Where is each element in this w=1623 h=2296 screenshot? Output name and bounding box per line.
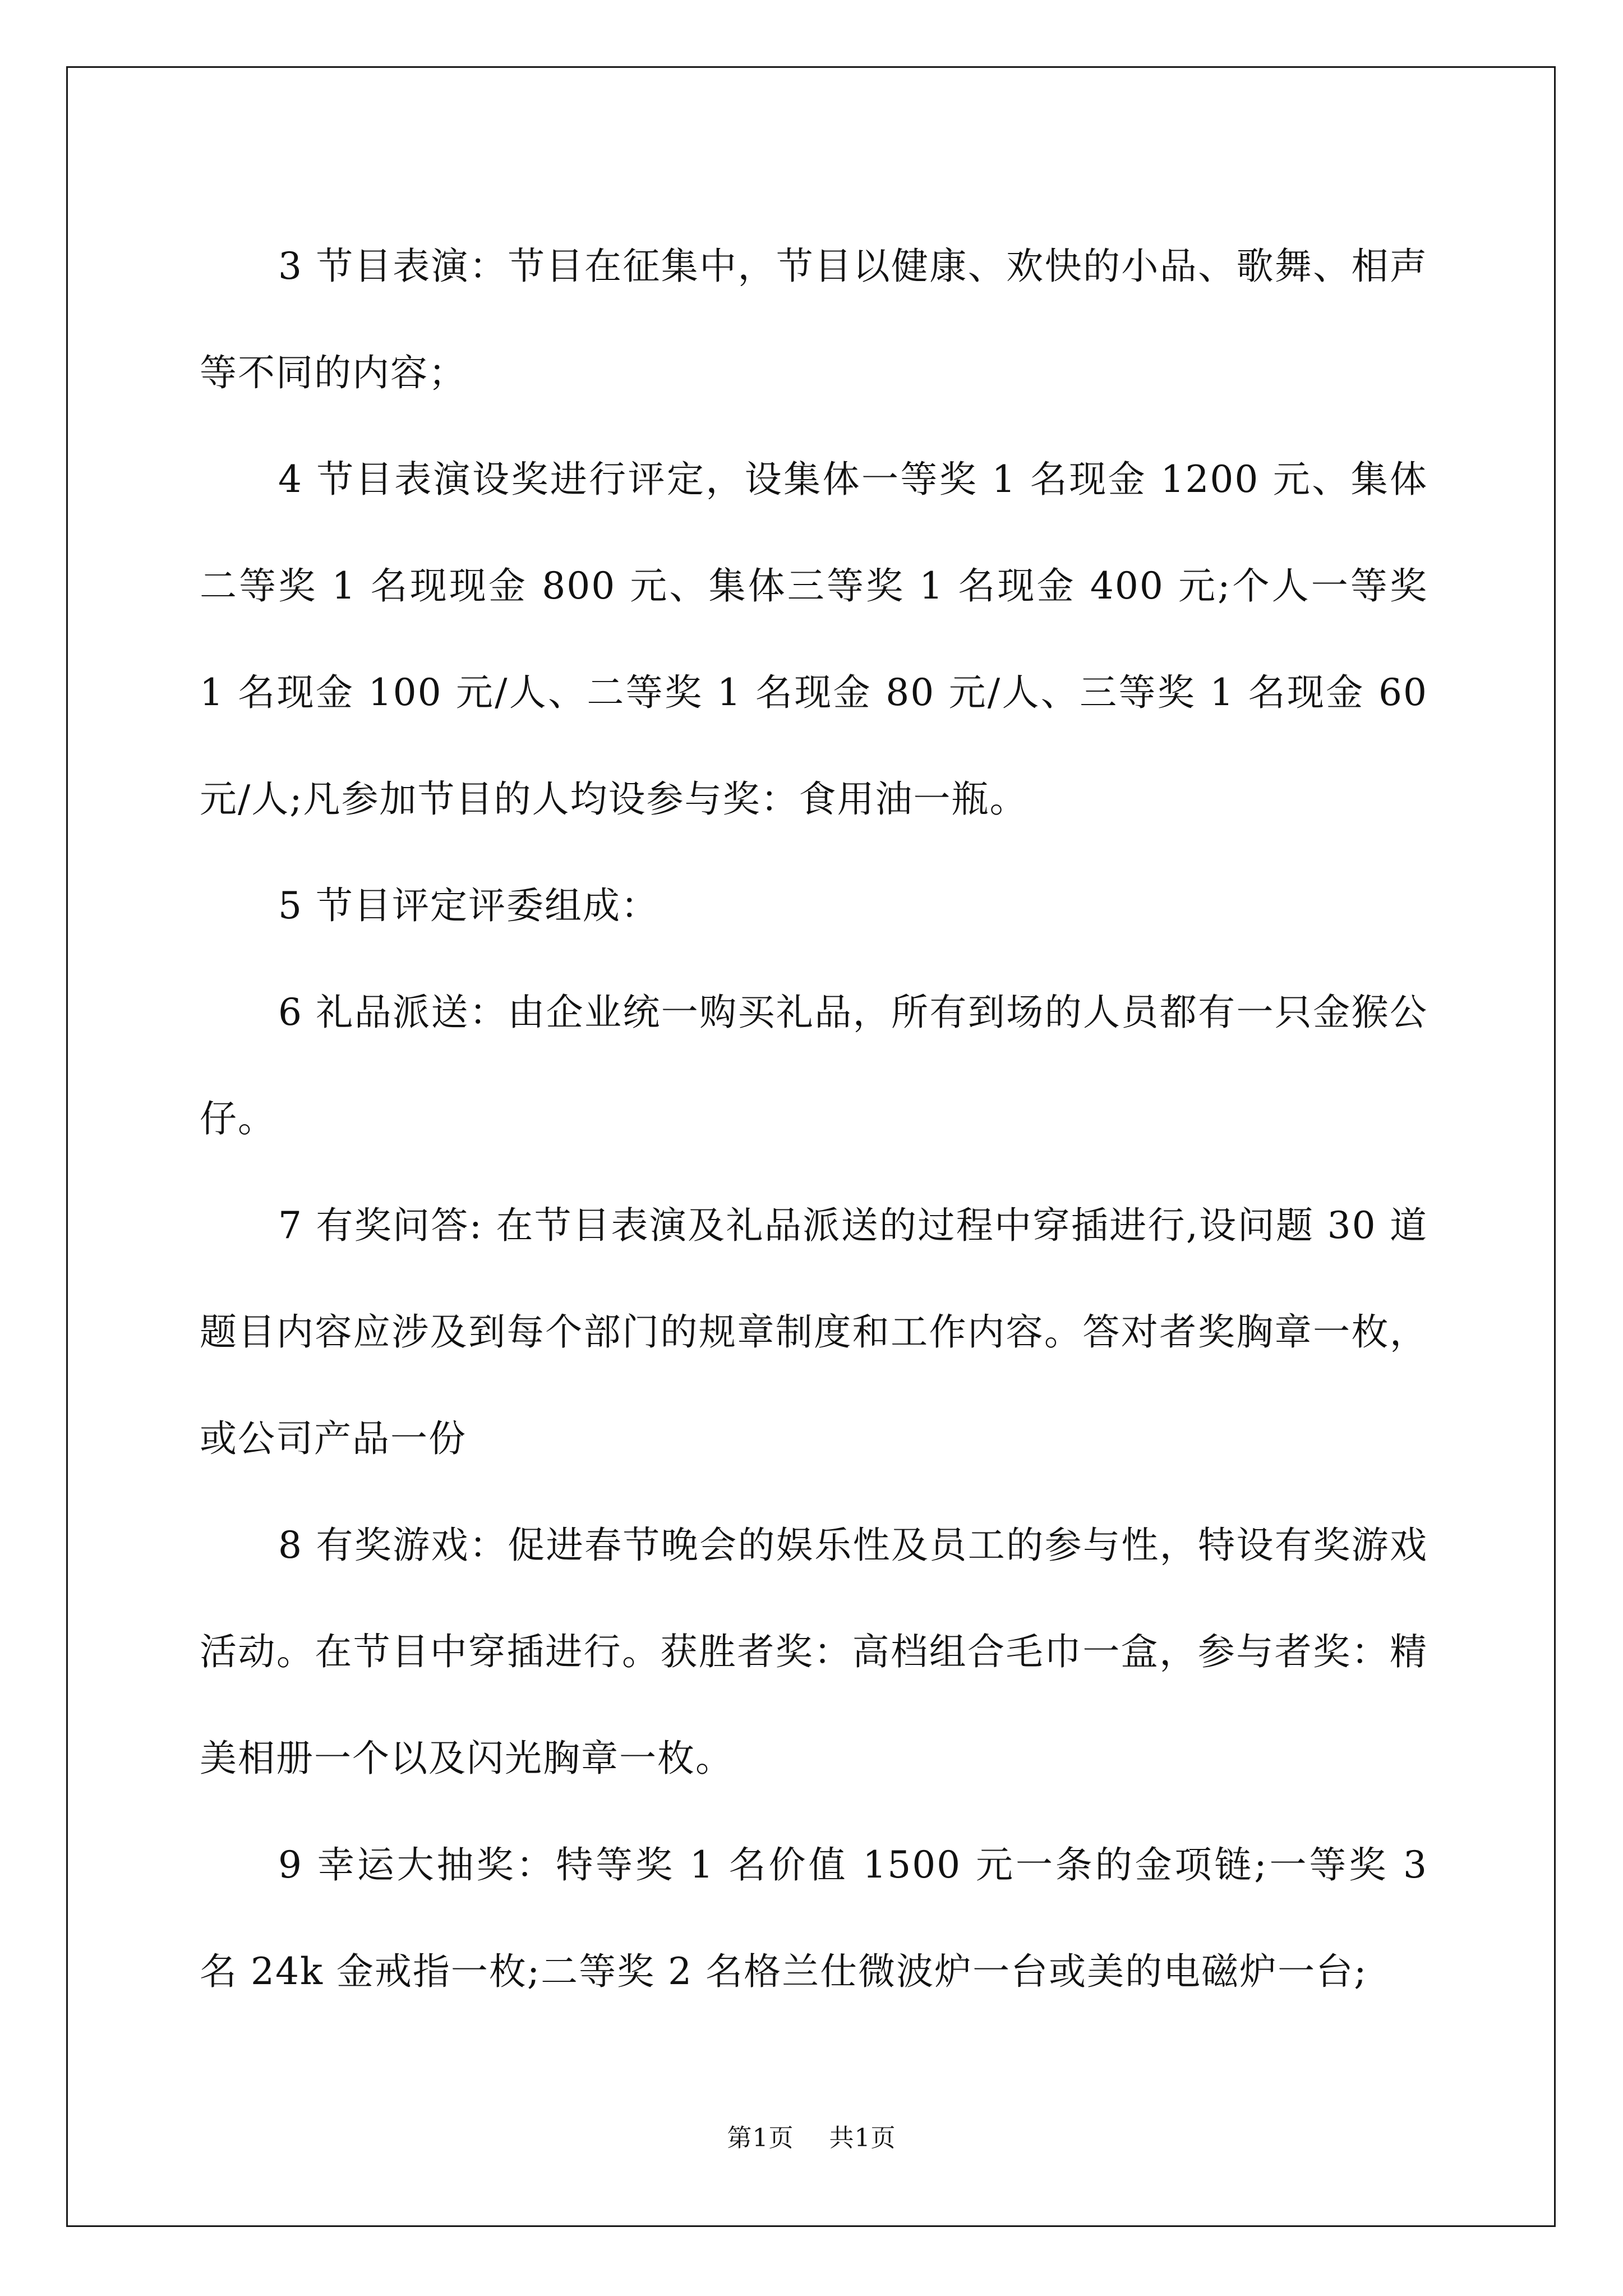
paragraph-8-games: 8 有奖游戏：促进春节晚会的娱乐性及员工的参与性，特设有奖游戏活动。在节目中穿插进行。获胜者奖：高档组合毛巾一盒，参与者奖：精美相册一个以及闪光胸章一枚。	[200, 1524, 1428, 1780]
page-footer	[0, 2118, 1623, 2154]
paragraph-4-awards: 4 节目表演设奖进行评定，设集体一等奖 1 名现金 1200 元、集体二等奖 1 名现现金 800 元、集体三等奖 1 名现金 400 元;个人一等奖 1 名现金 100 元/人、二等奖 1 名现金 80 元/人、三等奖 1 名现金 60 元/人;凡参加节目的人均设参与奖：食用油一瓶。	[200, 458, 1428, 821]
page-number: 第1页	[727, 2124, 794, 2152]
paragraph-9-lottery: 9 幸运大抽奖：特等奖 1 名价值 1500 元一条的金项链;一等奖 3 名 24k 金戒指一枚;二等奖 2 名格兰仕微波炉一台或美的电磁炉一台;	[200, 1843, 1428, 1993]
paragraph-3-performance: 3 节目表演：节目在征集中，节目以健康、欢快的小品、歌舞、相声等不同的内容；	[200, 245, 1428, 394]
paragraph-5-judges: 5 节目评定评委组成：	[278, 884, 659, 927]
paragraph-6-gifts: 6 礼品派送：由企业统一购买礼品，所有到场的人员都有一只金猴公仔。	[200, 991, 1428, 1140]
paragraph-7-quiz: 7 有奖问答: 在节目表演及礼品派送的过程中穿插进行,设问题 30 道题目内容应涉及到每个部门的规章制度和工作内容。答对者奖胸章一枚，或公司产品一份	[200, 1204, 1428, 1460]
document-body	[200, 213, 1428, 2025]
page-total: 共1页	[829, 2124, 896, 2152]
